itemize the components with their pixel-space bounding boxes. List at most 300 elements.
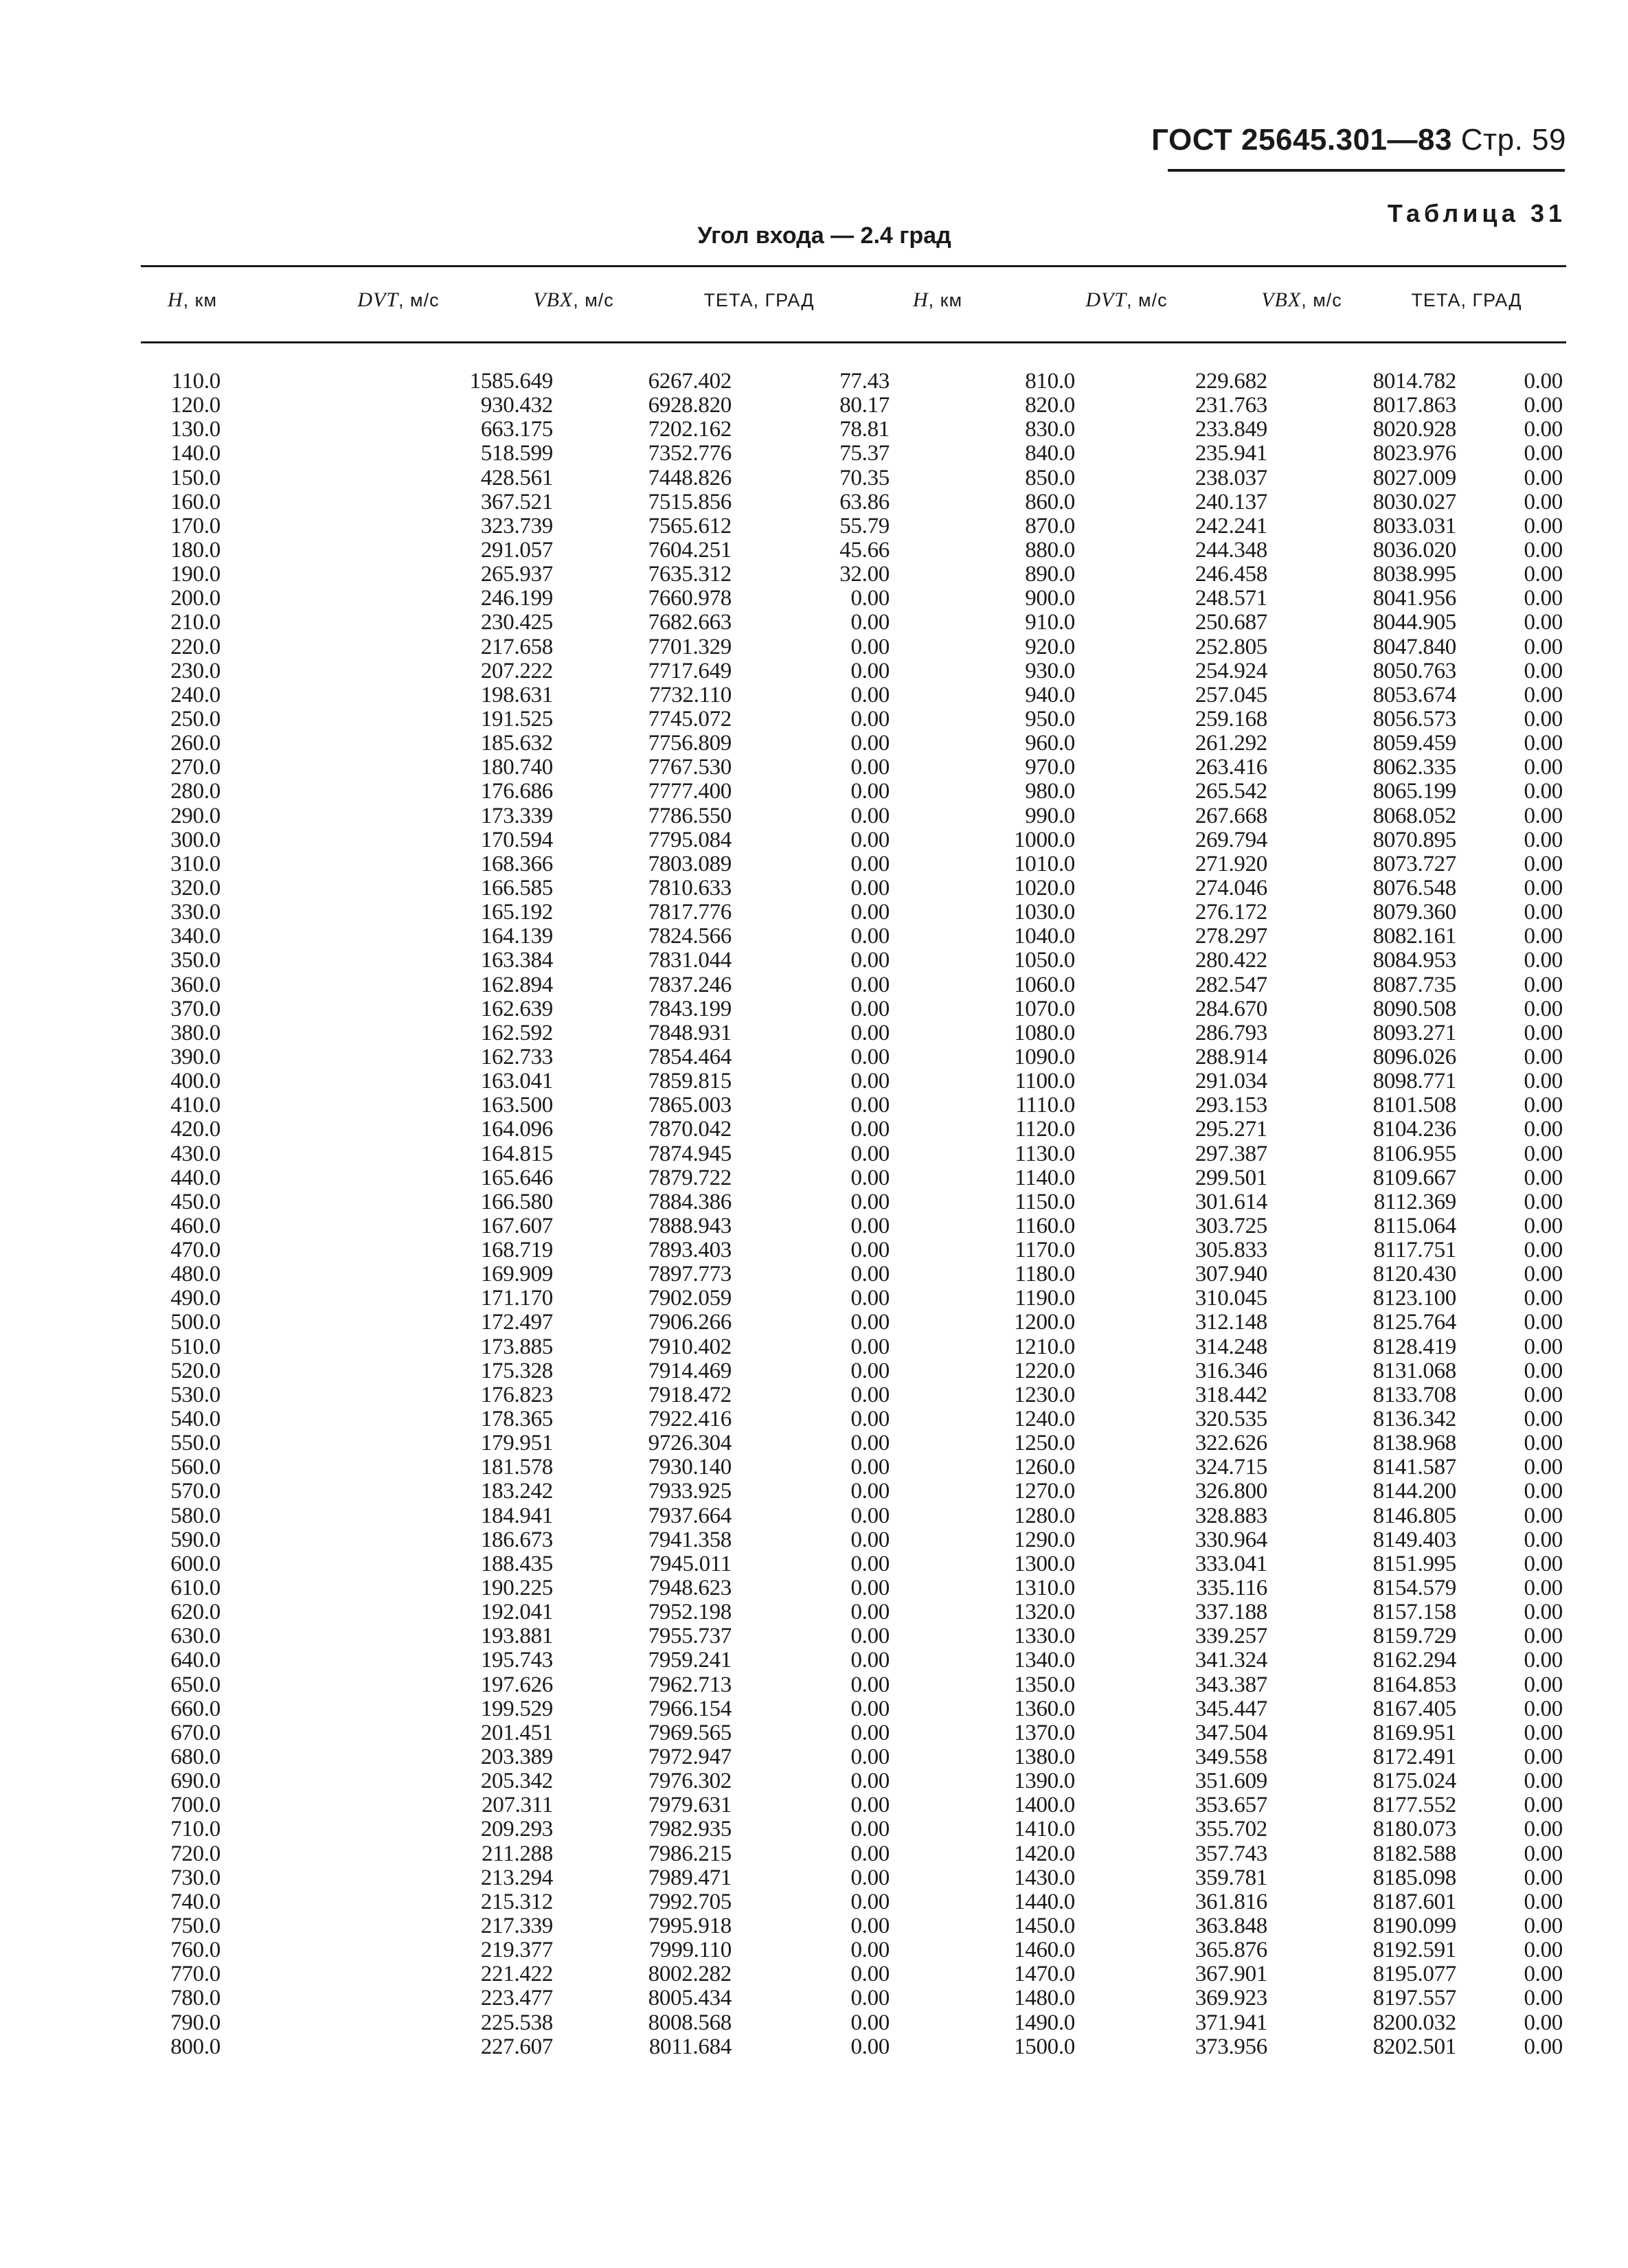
dvt-cell: 209.293 — [480, 1817, 553, 1842]
dvt-cell: 337.188 — [1195, 1600, 1267, 1625]
vbx-cell: 7817.776 — [648, 900, 732, 925]
vbx-cell: 8011.684 — [648, 2034, 732, 2059]
table-row — [141, 1914, 1566, 1938]
vbx-cell: 8136.342 — [1372, 1407, 1456, 1432]
altitude-cell: 170.0 — [170, 513, 221, 538]
altitude-cell: 660.0 — [170, 1696, 221, 1721]
altitude-cell: 1070.0 — [1014, 996, 1075, 1021]
altitude-cell: 340.0 — [170, 924, 221, 949]
vbx-cell: 8005.434 — [648, 1986, 732, 2011]
vbx-cell: 7865.003 — [648, 1093, 732, 1118]
dvt-cell: 341.324 — [1195, 1648, 1267, 1673]
vbx-cell: 7767.530 — [648, 755, 732, 780]
altitude-cell: 620.0 — [170, 1600, 221, 1625]
vbx-cell: 8187.601 — [1372, 1889, 1456, 1914]
teta-cell: 0.00 — [1524, 1648, 1563, 1673]
altitude-cell: 1470.0 — [1014, 1962, 1075, 1987]
table-row — [141, 1479, 1566, 1504]
dvt-cell: 333.041 — [1195, 1551, 1267, 1576]
dvt-cell: 347.504 — [1195, 1720, 1267, 1745]
page-header — [1085, 122, 1566, 158]
altitude-cell: 130.0 — [170, 417, 221, 442]
table-row — [141, 707, 1566, 732]
altitude-cell: 310.0 — [170, 851, 221, 876]
vbx-cell: 7352.776 — [648, 441, 732, 466]
teta-cell: 0.00 — [850, 1189, 890, 1214]
dvt-cell: 250.687 — [1195, 610, 1267, 635]
vbx-cell: 8017.863 — [1372, 393, 1456, 418]
teta-cell: 0.00 — [1524, 1962, 1563, 1987]
altitude-cell: 400.0 — [170, 1069, 221, 1094]
vbx-cell: 8090.508 — [1372, 996, 1456, 1021]
altitude-cell: 290.0 — [170, 803, 221, 828]
vbx-cell: 8027.009 — [1372, 465, 1456, 490]
vbx-cell: 8096.026 — [1372, 1044, 1456, 1069]
vbx-cell: 7918.472 — [648, 1382, 732, 1407]
vbx-cell: 8065.199 — [1372, 779, 1456, 804]
altitude-cell: 560.0 — [170, 1455, 221, 1480]
table-row — [141, 1817, 1566, 1841]
dvt-cell: 373.956 — [1195, 2034, 1267, 2059]
teta-cell: 0.00 — [1524, 1455, 1563, 1480]
table-row — [141, 1045, 1566, 1069]
vbx-cell: 8182.588 — [1372, 1841, 1456, 1866]
dvt-cell: 357.743 — [1195, 1841, 1267, 1866]
altitude-cell: 730.0 — [170, 1865, 221, 1890]
vbx-cell: 8144.200 — [1372, 1479, 1456, 1504]
table-row — [141, 828, 1566, 852]
dvt-cell: 184.941 — [480, 1503, 553, 1528]
vbx-cell: 7682.663 — [648, 610, 732, 635]
dvt-cell: 235.941 — [1195, 441, 1267, 466]
dvt-cell: 176.686 — [480, 779, 553, 804]
altitude-cell: 1060.0 — [1014, 972, 1075, 997]
vbx-cell: 7992.705 — [648, 1889, 732, 1914]
altitude-cell: 240.0 — [170, 682, 221, 707]
teta-cell: 0.00 — [1524, 731, 1563, 756]
altitude-cell: 480.0 — [170, 1262, 221, 1287]
vbx-cell: 7976.302 — [648, 1769, 732, 1794]
vbx-cell: 8141.587 — [1372, 1455, 1456, 1480]
vbx-cell: 7874.945 — [648, 1141, 732, 1166]
altitude-cell: 870.0 — [1025, 513, 1075, 538]
dvt-cell: 246.199 — [480, 586, 553, 611]
teta-cell: 0.00 — [850, 900, 890, 925]
teta-cell: 0.00 — [1524, 658, 1563, 683]
column-header-h-1: H, км — [167, 288, 218, 311]
altitude-cell: 910.0 — [1025, 610, 1075, 635]
dvt-cell: 240.137 — [1195, 489, 1267, 514]
table-row — [141, 852, 1566, 876]
altitude-cell: 410.0 — [170, 1093, 221, 1118]
teta-cell: 0.00 — [1524, 1165, 1563, 1190]
altitude-cell: 160.0 — [170, 489, 221, 514]
dvt-cell: 274.046 — [1195, 875, 1267, 900]
dvt-cell: 369.923 — [1195, 1986, 1267, 2011]
altitude-cell: 1190.0 — [1015, 1286, 1075, 1311]
altitude-cell: 1260.0 — [1014, 1455, 1075, 1480]
table-row — [141, 1142, 1566, 1166]
vbx-cell: 8200.032 — [1372, 2010, 1456, 2035]
teta-cell: 0.00 — [850, 1551, 890, 1576]
dvt-cell: 165.646 — [480, 1165, 553, 1190]
teta-cell: 0.00 — [1524, 1745, 1563, 1770]
altitude-cell: 1220.0 — [1014, 1358, 1075, 1383]
vbx-cell: 8190.099 — [1372, 1914, 1456, 1938]
vbx-cell: 7831.044 — [648, 948, 732, 973]
teta-cell: 0.00 — [850, 972, 890, 997]
altitude-cell: 300.0 — [170, 827, 221, 852]
dvt-cell: 191.525 — [480, 706, 553, 732]
vbx-cell: 8059.459 — [1372, 731, 1456, 756]
teta-cell: 55.79 — [839, 513, 890, 538]
vbx-cell: 7910.402 — [648, 1334, 732, 1359]
dvt-cell: 181.578 — [480, 1455, 553, 1480]
vbx-cell: 7902.059 — [648, 1286, 732, 1311]
vbx-cell: 8177.552 — [1372, 1793, 1456, 1818]
teta-cell: 0.00 — [1524, 1527, 1563, 1552]
dvt-cell: 282.547 — [1195, 972, 1267, 997]
dvt-cell: 326.800 — [1195, 1479, 1267, 1504]
teta-cell: 0.00 — [850, 1479, 890, 1504]
vbx-cell: 7962.713 — [648, 1672, 732, 1697]
altitude-cell: 1200.0 — [1014, 1310, 1075, 1335]
altitude-cell: 260.0 — [170, 731, 221, 756]
vbx-cell: 8123.100 — [1372, 1286, 1456, 1311]
altitude-cell: 790.0 — [170, 2010, 221, 2035]
vbx-cell: 7972.947 — [648, 1745, 732, 1770]
teta-cell: 0.00 — [850, 1310, 890, 1335]
altitude-cell: 1010.0 — [1014, 851, 1075, 876]
table-row — [141, 1311, 1566, 1335]
altitude-cell: 1400.0 — [1014, 1793, 1075, 1818]
teta-cell: 0.00 — [1524, 1479, 1563, 1504]
altitude-cell: 1170.0 — [1015, 1238, 1075, 1263]
altitude-cell: 120.0 — [170, 393, 221, 418]
altitude-cell: 1330.0 — [1014, 1624, 1075, 1649]
vbx-cell: 8120.430 — [1372, 1262, 1456, 1287]
teta-cell: 0.00 — [1524, 1262, 1563, 1287]
teta-cell: 0.00 — [1524, 1914, 1563, 1938]
teta-cell: 0.00 — [850, 1093, 890, 1118]
teta-cell: 0.00 — [1524, 706, 1563, 732]
dvt-cell: 188.435 — [480, 1551, 553, 1576]
vbx-cell: 8169.951 — [1372, 1720, 1456, 1745]
dvt-cell: 343.387 — [1195, 1672, 1267, 1697]
altitude-cell: 1370.0 — [1014, 1720, 1075, 1745]
dvt-cell: 367.901 — [1195, 1962, 1267, 1987]
altitude-cell: 600.0 — [170, 1551, 221, 1576]
dvt-cell: 192.041 — [480, 1600, 553, 1625]
teta-cell: 0.00 — [1524, 1793, 1563, 1818]
teta-cell: 0.00 — [850, 1672, 890, 1697]
altitude-cell: 150.0 — [170, 465, 221, 490]
vbx-cell: 7448.826 — [648, 465, 732, 490]
table-top-rule — [141, 265, 1566, 267]
teta-cell: 0.00 — [850, 1358, 890, 1383]
vbx-cell: 7745.072 — [648, 706, 732, 732]
teta-cell: 0.00 — [1524, 875, 1563, 900]
dvt-cell: 299.501 — [1195, 1165, 1267, 1190]
teta-cell: 32.00 — [839, 562, 890, 587]
vbx-cell: 8068.052 — [1372, 803, 1456, 828]
altitude-cell: 710.0 — [170, 1817, 221, 1842]
teta-cell: 0.00 — [850, 875, 890, 900]
altitude-cell: 1150.0 — [1015, 1189, 1075, 1214]
altitude-cell: 900.0 — [1025, 586, 1075, 611]
dvt-cell: 229.682 — [1195, 369, 1267, 394]
altitude-cell: 460.0 — [170, 1213, 221, 1238]
vbx-cell: 8138.968 — [1372, 1431, 1456, 1456]
column-header-teta-2: ТЕТА, ГРАД — [1411, 290, 1522, 310]
teta-cell: 0.00 — [850, 851, 890, 876]
dvt-cell: 367.521 — [480, 489, 553, 514]
vbx-cell: 9726.304 — [648, 1431, 732, 1456]
dvt-cell: 215.312 — [480, 1889, 553, 1914]
altitude-cell: 850.0 — [1025, 465, 1075, 490]
vbx-cell: 7777.400 — [648, 779, 732, 804]
teta-cell: 0.00 — [1524, 1769, 1563, 1794]
header-rule — [1168, 169, 1565, 172]
dvt-cell: 231.763 — [1195, 393, 1267, 418]
dvt-cell: 259.168 — [1195, 706, 1267, 732]
dvt-cell: 244.348 — [1195, 537, 1267, 563]
dvt-cell: 201.451 — [480, 1720, 553, 1745]
altitude-cell: 570.0 — [170, 1479, 221, 1504]
teta-cell: 0.00 — [1524, 803, 1563, 828]
teta-cell: 0.00 — [850, 779, 890, 804]
page-number: Стр. 59 — [1460, 123, 1566, 157]
dvt-cell: 162.592 — [480, 1020, 553, 1045]
teta-cell: 0.00 — [1524, 1624, 1563, 1649]
vbx-cell: 8008.568 — [648, 2010, 732, 2035]
altitude-cell: 1230.0 — [1014, 1382, 1075, 1407]
teta-cell: 0.00 — [850, 2010, 890, 2035]
table-body — [141, 370, 1566, 2059]
dvt-cell: 193.881 — [480, 1624, 553, 1649]
dvt-cell: 246.458 — [1195, 562, 1267, 587]
altitude-cell: 680.0 — [170, 1745, 221, 1770]
vbx-cell: 8131.068 — [1372, 1358, 1456, 1383]
gost-code: ГОСТ 25645.301—83 — [1151, 123, 1452, 157]
altitude-cell: 330.0 — [170, 900, 221, 925]
teta-cell: 0.00 — [1524, 1600, 1563, 1625]
vbx-cell: 8112.369 — [1373, 1189, 1456, 1214]
dvt-cell: 205.342 — [480, 1769, 553, 1794]
teta-cell: 0.00 — [850, 1624, 890, 1649]
teta-cell: 0.00 — [1524, 1213, 1563, 1238]
altitude-cell: 780.0 — [170, 1986, 221, 2011]
teta-cell: 0.00 — [850, 1334, 890, 1359]
teta-cell: 80.17 — [839, 393, 890, 418]
vbx-cell: 7989.471 — [648, 1865, 732, 1890]
teta-cell: 0.00 — [850, 1503, 890, 1528]
altitude-cell: 190.0 — [170, 562, 221, 587]
teta-cell: 78.81 — [839, 417, 890, 442]
teta-cell: 0.00 — [850, 1793, 890, 1818]
dvt-cell: 322.626 — [1195, 1431, 1267, 1456]
teta-cell: 0.00 — [850, 1600, 890, 1625]
teta-cell: 0.00 — [850, 1841, 890, 1866]
vbx-cell: 8056.573 — [1372, 706, 1456, 732]
dvt-cell: 324.715 — [1195, 1455, 1267, 1480]
teta-cell: 0.00 — [1524, 1865, 1563, 1890]
teta-cell: 0.00 — [1524, 1069, 1563, 1094]
teta-cell: 0.00 — [1524, 1817, 1563, 1842]
dvt-cell: 349.558 — [1195, 1745, 1267, 1770]
dvt-cell: 291.034 — [1195, 1069, 1267, 1094]
table-row — [141, 1190, 1566, 1214]
vbx-cell: 6928.820 — [648, 393, 732, 418]
teta-cell: 0.00 — [850, 634, 890, 659]
dvt-cell: 280.422 — [1195, 948, 1267, 973]
altitude-cell: 470.0 — [170, 1238, 221, 1263]
vbx-cell: 7884.386 — [648, 1189, 732, 1214]
teta-cell: 0.00 — [1524, 634, 1563, 659]
table-row — [141, 1431, 1566, 1455]
teta-cell: 0.00 — [1524, 1044, 1563, 1069]
vbx-cell: 7982.935 — [648, 1817, 732, 1842]
table-row — [141, 949, 1566, 973]
altitude-cell: 1460.0 — [1014, 1938, 1075, 1963]
teta-cell: 0.00 — [850, 996, 890, 1021]
dvt-cell: 365.876 — [1195, 1938, 1267, 1963]
teta-cell: 0.00 — [850, 2034, 890, 2059]
teta-cell: 0.00 — [1524, 1986, 1563, 2011]
vbx-cell: 8151.995 — [1372, 1551, 1456, 1576]
teta-cell: 0.00 — [1524, 1093, 1563, 1118]
teta-cell: 0.00 — [850, 1527, 890, 1552]
altitude-cell: 1320.0 — [1014, 1600, 1075, 1625]
table-row — [141, 1697, 1566, 1721]
table-row — [141, 1673, 1566, 1697]
dvt-cell: 301.614 — [1195, 1189, 1267, 1214]
teta-cell: 0.00 — [850, 1286, 890, 1311]
altitude-cell: 990.0 — [1025, 803, 1075, 828]
altitude-cell: 700.0 — [170, 1793, 221, 1818]
altitude-cell: 590.0 — [170, 1527, 221, 1552]
dvt-cell: 213.294 — [480, 1865, 553, 1890]
dvt-cell: 164.139 — [480, 924, 553, 949]
vbx-cell: 8002.282 — [648, 1962, 732, 1987]
vbx-cell: 7906.266 — [648, 1310, 732, 1335]
teta-cell: 0.00 — [1524, 369, 1563, 394]
teta-cell: 0.00 — [850, 1117, 890, 1142]
teta-cell: 0.00 — [850, 1382, 890, 1407]
altitude-cell: 1110.0 — [1015, 1093, 1075, 1118]
teta-cell: 0.00 — [1524, 393, 1563, 418]
dvt-cell: 238.037 — [1195, 465, 1267, 490]
altitude-cell: 430.0 — [170, 1141, 221, 1166]
vbx-cell: 7854.464 — [648, 1044, 732, 1069]
dvt-cell: 252.805 — [1195, 634, 1267, 659]
vbx-cell: 8167.405 — [1372, 1696, 1456, 1721]
dvt-cell: 225.538 — [480, 2010, 553, 2035]
dvt-cell: 175.328 — [480, 1358, 553, 1383]
altitude-cell: 720.0 — [170, 1841, 221, 1866]
altitude-cell: 640.0 — [170, 1648, 221, 1673]
vbx-cell: 8106.955 — [1372, 1141, 1456, 1166]
teta-cell: 0.00 — [1524, 417, 1563, 442]
vbx-cell: 7897.773 — [648, 1262, 732, 1287]
teta-cell: 0.00 — [1524, 441, 1563, 466]
dvt-cell: 162.733 — [480, 1044, 553, 1069]
table-row — [141, 1528, 1566, 1552]
altitude-cell: 1100.0 — [1015, 1069, 1075, 1094]
vbx-cell: 8157.158 — [1372, 1600, 1456, 1625]
dvt-cell: 271.920 — [1195, 851, 1267, 876]
dvt-cell: 371.941 — [1195, 2010, 1267, 2035]
dvt-cell: 233.849 — [1195, 417, 1267, 442]
table-row — [141, 1938, 1566, 1962]
vbx-cell: 7515.856 — [648, 489, 732, 514]
vbx-cell: 8084.953 — [1372, 948, 1456, 973]
teta-cell: 0.00 — [1524, 1576, 1563, 1601]
vbx-cell: 8076.548 — [1372, 875, 1456, 900]
dvt-cell: 173.339 — [480, 803, 553, 828]
vbx-cell: 8047.840 — [1372, 634, 1456, 659]
vbx-cell: 8172.491 — [1372, 1745, 1456, 1770]
teta-cell: 0.00 — [850, 755, 890, 780]
vbx-cell: 8036.020 — [1372, 537, 1456, 563]
dvt-cell: 168.719 — [480, 1238, 553, 1263]
altitude-cell: 860.0 — [1025, 489, 1075, 514]
dvt-cell: 310.045 — [1195, 1286, 1267, 1311]
vbx-cell: 7701.329 — [648, 634, 732, 659]
teta-cell: 0.00 — [1524, 1238, 1563, 1263]
vbx-cell: 6267.402 — [648, 369, 732, 394]
altitude-cell: 1420.0 — [1014, 1841, 1075, 1866]
vbx-cell: 8070.895 — [1372, 827, 1456, 852]
vbx-cell: 7859.815 — [648, 1069, 732, 1094]
dvt-cell: 164.096 — [480, 1117, 553, 1142]
teta-cell: 0.00 — [850, 1817, 890, 1842]
dvt-cell: 284.670 — [1195, 996, 1267, 1021]
table-row — [141, 563, 1566, 587]
dvt-cell: 179.951 — [480, 1431, 553, 1456]
teta-cell: 0.00 — [850, 1407, 890, 1432]
altitude-cell: 770.0 — [170, 1962, 221, 1987]
teta-cell: 0.00 — [850, 1262, 890, 1287]
vbx-cell: 7732.110 — [648, 682, 732, 707]
vbx-cell: 8079.360 — [1372, 900, 1456, 925]
altitude-cell: 810.0 — [1025, 369, 1075, 394]
teta-cell: 0.00 — [1524, 562, 1563, 587]
table-row — [141, 1769, 1566, 1793]
teta-cell: 0.00 — [850, 1696, 890, 1721]
altitude-cell: 1210.0 — [1014, 1334, 1075, 1359]
dvt-cell: 217.339 — [480, 1914, 553, 1938]
altitude-cell: 280.0 — [170, 779, 221, 804]
altitude-cell: 930.0 — [1025, 658, 1075, 683]
teta-cell: 0.00 — [1524, 779, 1563, 804]
altitude-cell: 650.0 — [170, 1672, 221, 1697]
altitude-cell: 370.0 — [170, 996, 221, 1021]
teta-cell: 0.00 — [1524, 1358, 1563, 1383]
teta-cell: 0.00 — [1524, 1720, 1563, 1745]
altitude-cell: 180.0 — [170, 537, 221, 563]
teta-cell: 0.00 — [1524, 1672, 1563, 1697]
teta-cell: 0.00 — [1524, 513, 1563, 538]
altitude-cell: 450.0 — [170, 1189, 221, 1214]
table-header-rule — [141, 341, 1566, 343]
table-caption: Угол входа — 2.4 град — [697, 223, 951, 249]
dvt-cell: 203.389 — [480, 1745, 553, 1770]
vbx-cell: 7604.251 — [648, 537, 732, 563]
table-row — [141, 1793, 1566, 1817]
dvt-cell: 180.740 — [480, 755, 553, 780]
teta-cell: 0.00 — [850, 924, 890, 949]
